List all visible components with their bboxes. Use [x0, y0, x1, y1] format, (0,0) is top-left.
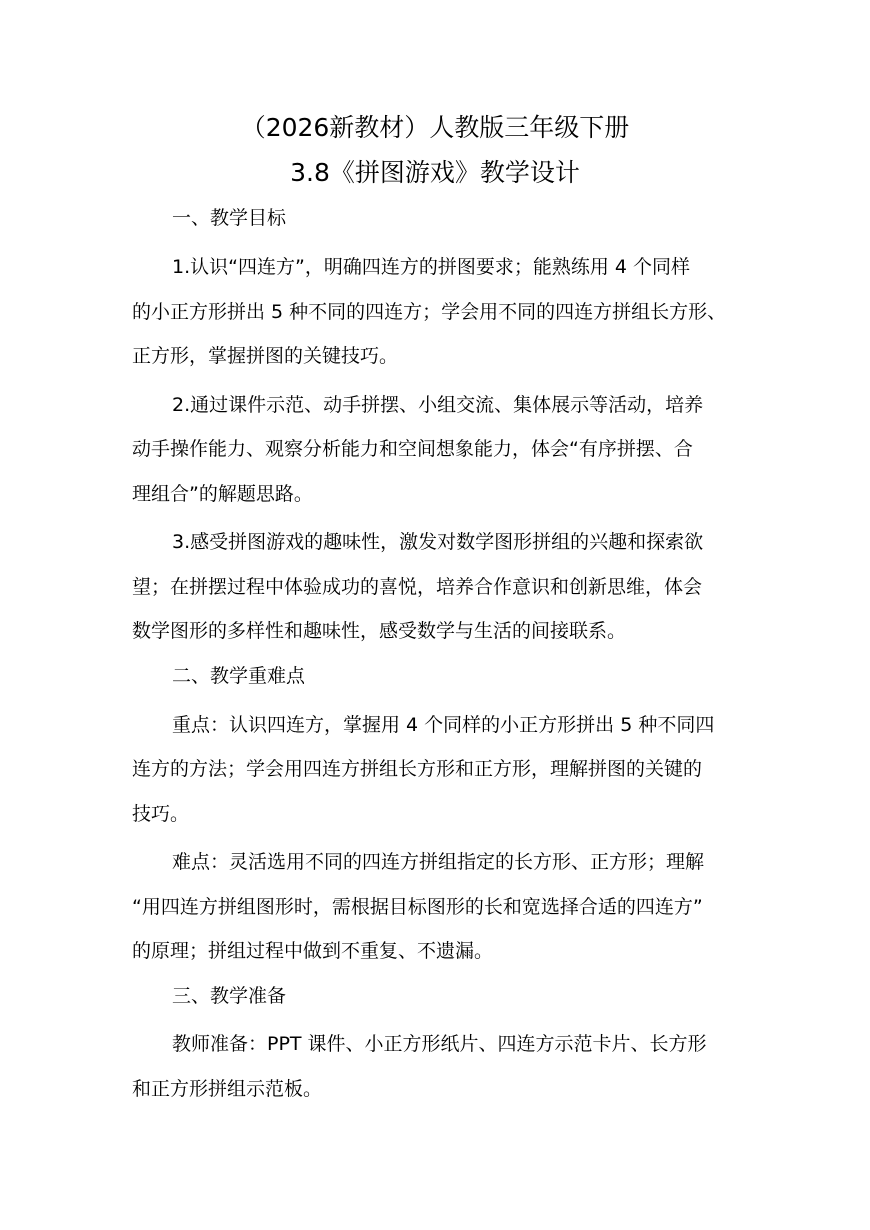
- preparation-line-1: 教师准备：PPT 课件、小正方形纸片、四连方示范卡片、长方形: [172, 1033, 707, 1055]
- objective-2-line-2: 动手操作能力、观察分析能力和空间想象能力，体会“有序拼摆、合: [132, 438, 693, 460]
- objective-3-line-2: 望；在拼摆过程中体验成功的喜悦，培养合作意识和创新思维，体会: [132, 576, 703, 598]
- objective-1-line-1: 1.认识“四连方”，明确四连方的拼图要求；能熟练用 4 个同样: [172, 256, 690, 278]
- difficulty-line-3: 的原理；拼组过程中做到不重复、不遗漏。: [132, 940, 494, 962]
- section-heading-preparation: 三、教学准备: [172, 985, 287, 1007]
- preparation-line-2: 和正方形拼组示范板。: [132, 1078, 323, 1100]
- key-point-line-1: 重点：认识四连方，掌握用 4 个同样的小正方形拼出 5 种不同四: [172, 714, 715, 736]
- objective-3-line-3: 数学图形的多样性和趣味性，感受数学与生活的间接联系。: [132, 620, 627, 642]
- document-subtitle: 3.8《拼图游戏》教学设计: [290, 158, 580, 187]
- section-heading-key-points: 二、教学重难点: [172, 665, 306, 687]
- document-title: （2026新教材）人教版三年级下册: [240, 113, 630, 142]
- key-point-line-3: 技巧。: [132, 803, 190, 825]
- objective-1-line-2: 的小正方形拼出 5 种不同的四连方；学会用不同的四连方拼组长方形、: [132, 301, 727, 323]
- key-point-line-2: 连方的方法；学会用四连方拼组长方形和正方形，理解拼图的关键的: [132, 758, 703, 780]
- difficulty-line-2: “用四连方拼组图形时，需根据目标图形的长和宽选择合适的四连方”: [132, 896, 703, 918]
- objective-1-line-3: 正方形，掌握拼图的关键技巧。: [132, 345, 399, 367]
- section-heading-objectives: 一、教学目标: [172, 207, 287, 229]
- objective-2-line-1: 2.通过课件示范、动手拼摆、小组交流、集体展示等活动，培养: [172, 394, 704, 416]
- difficulty-line-1: 难点：灵活选用不同的四连方拼组指定的长方形、正方形；理解: [172, 851, 705, 873]
- objective-2-line-3: 理组合”的解题思路。: [132, 483, 313, 505]
- objective-3-line-1: 3.感受拼图游戏的趣味性，激发对数学图形拼组的兴趣和探索欲: [172, 531, 704, 553]
